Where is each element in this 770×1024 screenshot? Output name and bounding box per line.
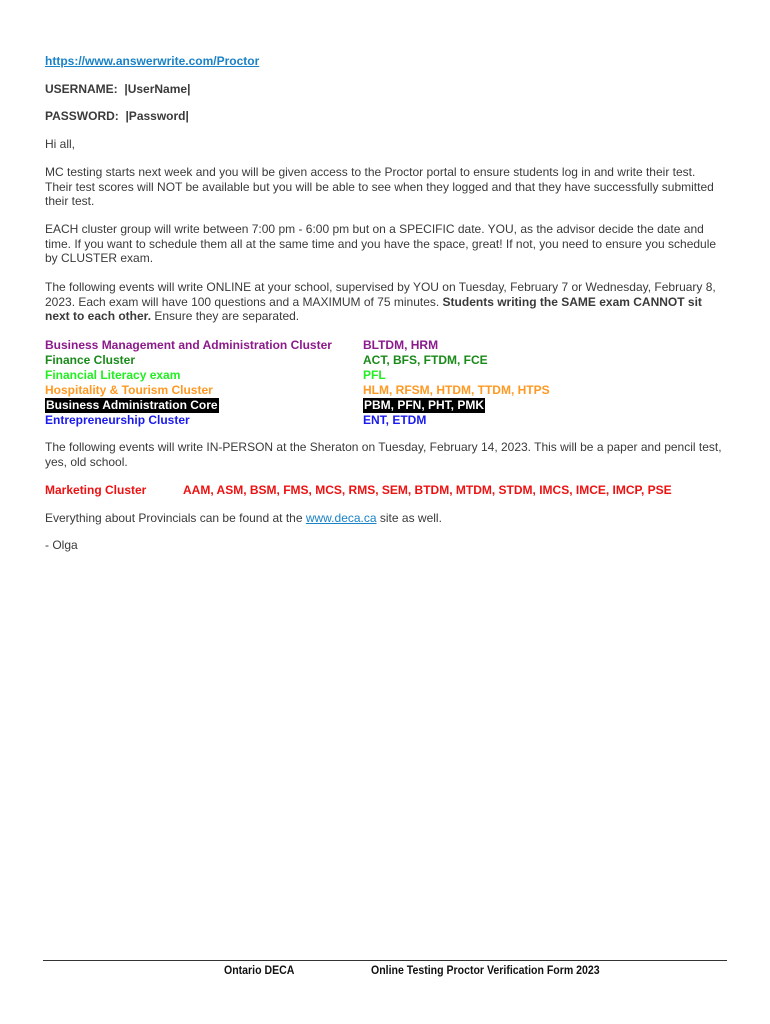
online-events-text: The following events will write ONLINE at your school, supervised by YOU on Tuesday, February 7 or Wednesday, February 8, 2023. Each exam will have 100 questions and a MAXIMUM of 75 minutes. [45, 280, 716, 309]
paragraph-online-events [45, 280, 725, 324]
username-line [45, 82, 190, 96]
paragraph-intro: MC testing starts next week and you will be given access to the Proctor portal to ensure students log in and write their test. Their test scores will NOT be available but you will be able to see when they logged and that they have successfully submitted their test. [45, 165, 714, 208]
cluster-row [45, 353, 725, 368]
online-events-warning: Students writing the SAME exam CANNOT sit next to each other. [45, 294, 702, 323]
cluster-codes: PBM, PFN, PHT, PMK [364, 398, 485, 412]
cluster-row [45, 398, 725, 413]
cluster-name: Business Administration Core [46, 398, 218, 412]
provincials-text-end: site as well. [376, 511, 442, 525]
deca-link[interactable]: www.deca.ca [305, 511, 377, 525]
paragraph-schedule: EACH cluster group will write between 7:00 pm - 6:00 pm but on a SPECIFIC date. YOU, as the advisor decide the date and time. If you want to schedule them all at the same time and you have the space, great! If not, you need to ensure you schedule by CLUSTER exam. [45, 222, 717, 265]
cluster-codes: PFL [363, 368, 386, 382]
marketing-cluster-name: Marketing Cluster [45, 483, 147, 497]
cluster-row [45, 368, 725, 383]
cluster-name: Business Management and Administration Cluster [45, 338, 332, 352]
username-value: |UserName| [124, 82, 191, 96]
marketing-cluster-codes: AAM, ASM, BSM, FMS, MCS, RMS, SEM, BTDM, MTDM, STDM, IMCS, IMCE, IMCP, PSE [183, 483, 672, 497]
online-events-end: Ensure they are separated. [151, 309, 300, 323]
password-label: PASSWORD: [45, 109, 119, 123]
proctor-url-line [45, 54, 259, 68]
cluster-codes: ENT, ETDM [363, 413, 427, 427]
cluster-codes: ACT, BFS, FTDM, FCE [363, 353, 488, 367]
cluster-codes: BLTDM, HRM [363, 338, 439, 352]
cluster-name: Financial Literacy exam [45, 368, 181, 382]
signature: - Olga [45, 538, 78, 552]
footer-org: Ontario DECA [224, 963, 295, 977]
cluster-codes: HLM, RFSM, HTDM, TTDM, HTPS [363, 383, 550, 397]
proctor-url-link[interactable]: https://www.answerwrite.com/Proctor [45, 54, 260, 68]
provincials-text: Everything about Provincials can be found at the [45, 511, 306, 525]
cluster-name: Hospitality & Tourism Cluster [45, 383, 213, 397]
cluster-row [45, 413, 725, 428]
footer-divider [43, 960, 727, 961]
greeting: Hi all, [45, 137, 76, 151]
username-label: USERNAME: [45, 82, 118, 96]
password-value: |Password| [125, 109, 189, 123]
cluster-row [45, 383, 725, 398]
marketing-cluster-row [45, 483, 672, 497]
cluster-name: Entrepreneurship Cluster [45, 413, 190, 427]
provincials-line [45, 511, 442, 525]
password-line [45, 109, 189, 123]
cluster-name: Finance Cluster [45, 353, 136, 367]
footer-form-title: Online Testing Proctor Verification Form 2023 [371, 963, 600, 977]
paragraph-in-person-events: The following events will write IN-PERSON at the Sheraton on Tuesday, February 14, 2023. This will be a paper and pencil test, yes, old school. [45, 440, 722, 469]
cluster-row [45, 338, 725, 353]
